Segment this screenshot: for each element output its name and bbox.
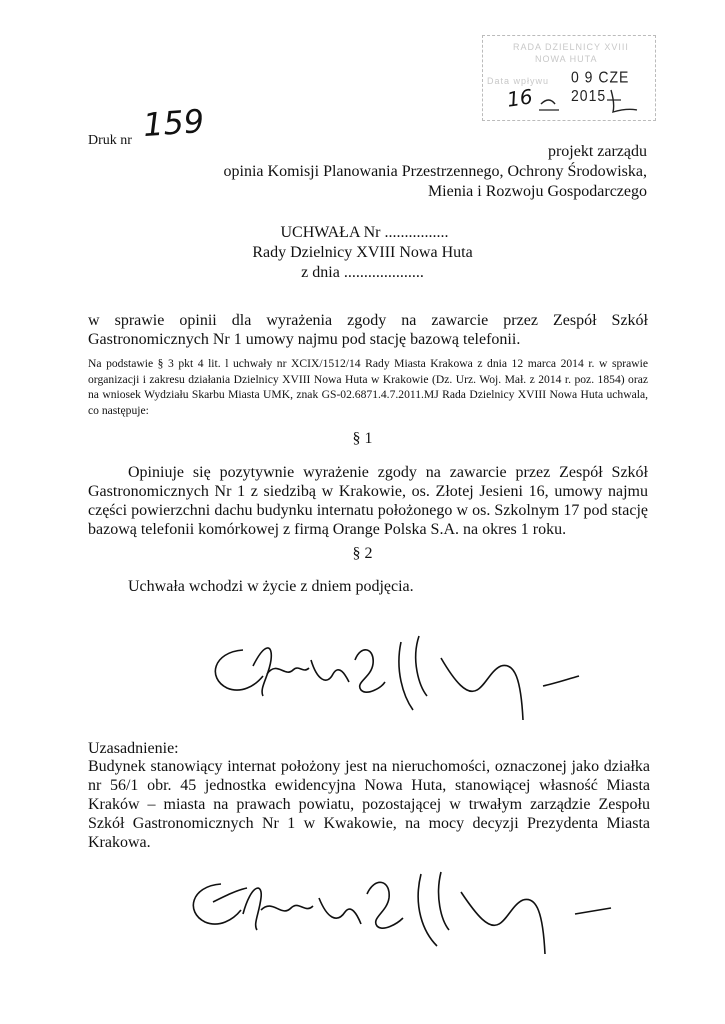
signature-1-icon: [205, 630, 585, 730]
druk-label: Druk nr: [88, 133, 132, 148]
header-line-2: opinia Komisji Planowania Przestrzennego, Ochrony Środowiska,: [223, 163, 647, 180]
section-1-mark: § 1: [352, 430, 373, 447]
signature-2-icon: [185, 862, 615, 962]
stamp-date: 0 9 CZE 2015: [571, 67, 630, 105]
title-line-2: Rady Dzielnicy XVIII Nowa Huta: [252, 244, 473, 261]
legal-basis: Na podstawie § 3 pkt 4 lit. l uchwały nr XCIX/1512/14 Rady Miasta Krakowa z dnia 12 marca 2014 r. w sprawie organizacji i zakresu działania Dzielnicy XVIII Nowa Huta w Krakowie (Dz. Urz. Woj. Mał. z 2014 r. poz. 1854) oraz na wniosek Wydziału Skarbu Miasta UMK, znak GS-02.6871.4.7.2011.MJ Rada Dzielnicy XVIII Nowa Huta uchwala, co następuje:: [88, 357, 648, 417]
header-right: [224, 142, 647, 202]
subject: w sprawie opinii dla wyrażenia zgody na zawarcie przez Zespół Szkół Gastronomicznych Nr 1 umowy najmu pod stację bazową telefonii.: [88, 312, 648, 348]
stamp-received-label: Data wpływu: [487, 76, 550, 86]
resolution-title: [0, 223, 725, 283]
section-2-mark: § 2: [352, 545, 373, 562]
stamp-initials-icon: [523, 86, 653, 116]
title-line-1: UCHWAŁA Nr ................: [280, 224, 449, 241]
title-line-3: z dnia ....................: [301, 264, 424, 281]
justification-heading: Uzasadnienie:: [88, 740, 179, 757]
section-1-text: Opiniuje się pozytywnie wyrażenie zgody na zawarcie przez Zespół Szkół Gastronomicznych Nr 1 z siedzibą w Krakowie, os. Złotej Jesieni 16, umowy najmu części powierzchni dachu budynku internatu położonego w os. Szkolnym 17 pod stację bazową telefonii komórkowej z firmą Orange Polska S.A. na okres 1 roku.: [88, 464, 648, 538]
header-line-1: projekt zarządu: [547, 143, 647, 160]
registry-stamp: [482, 35, 656, 121]
stamp-header-line1: RADA DZIELNICY XVIII: [513, 42, 629, 52]
druk-number: 159: [141, 101, 206, 145]
stamp-handwritten-number: 16: [505, 84, 534, 112]
section-2-text: Uchwała wchodzi w życie z dniem podjęcia.: [128, 578, 414, 595]
justification-text: Budynek stanowiący internat położony jest na nieruchomości, oznaczonej jako działka nr 56/1 obr. 45 jednostka ewidencyjna Nowa Huta, stanowiącej własność Miasta Kraków – miasta na prawach powiatu, pozostającej w trwałym zarządzie Zespołu Szkół Gastronomicznych Nr 1 w Kwakowie, na mocy decyzji Prezydenta Miasta Krakowa.: [88, 758, 650, 851]
header-line-3: Mienia i Rozwoju Gospodarczego: [427, 183, 647, 200]
stamp-header-line2: NOWA HUTA: [535, 54, 598, 64]
